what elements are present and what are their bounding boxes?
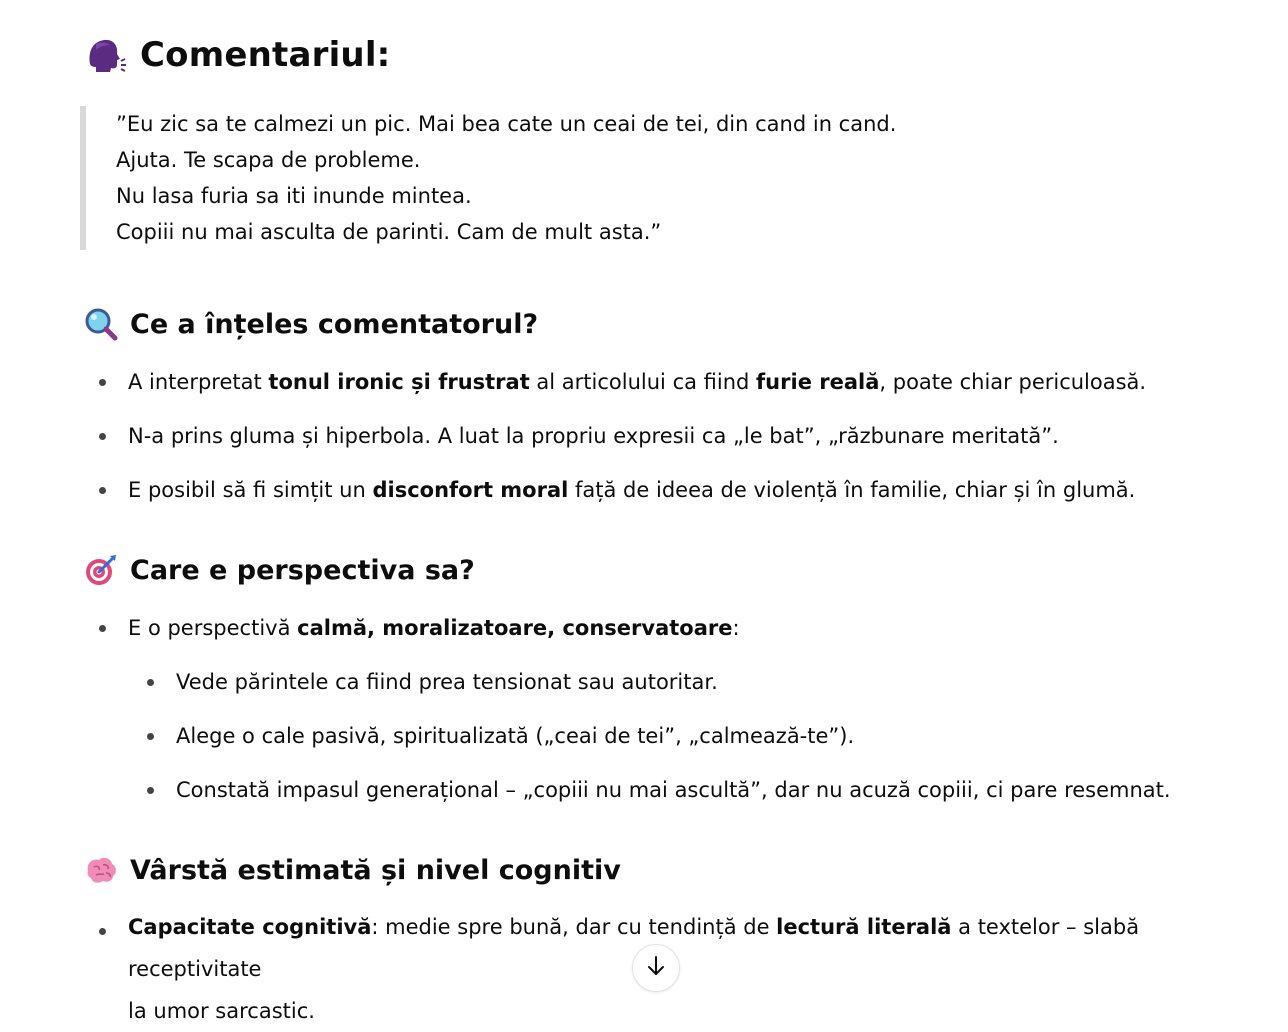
list-item: E posibil să fi simțit un disconfort moral față de ideea de violență în familie, chiar și în glumă. — [84, 463, 1244, 517]
perspective-list — [84, 601, 1244, 817]
scroll-down-button[interactable] — [632, 944, 680, 992]
section-title: Ce a înțeles comentatorul? — [130, 308, 539, 340]
magnifying-glass-icon — [84, 307, 118, 341]
quote-line: Ajuta. Te scapa de probleme. — [116, 148, 421, 172]
comment-heading — [84, 30, 390, 80]
section-understanding-heading — [84, 304, 538, 344]
list-item: Capacitate cognitivă: medie spre bună, dar cu tendință de lectură literală a textelor – slabă receptivitate la umor sarcastic. — [84, 900, 1244, 1032]
list-item: E o perspectivă calmă, moralizatoare, conservatoare: — [84, 601, 1244, 655]
section-title: Vârstă estimată și nivel cognitiv — [130, 854, 621, 886]
nested-list-item: Constată impasul generațional – „copiii nu mai ascultă”, dar nu acuză copiii, ci pare resemnat. — [84, 763, 1244, 817]
understanding-list — [84, 355, 1244, 517]
quote-line: Nu lasa furia sa iti inunde mintea. — [116, 184, 472, 208]
nested-list-item: Alege o cale pasivă, spiritualizată („ceai de tei”, „calmează-te”). — [84, 709, 1244, 763]
speaking-head-icon — [84, 34, 126, 76]
brain-icon — [84, 853, 118, 887]
quote-line: ”Eu zic sa te calmezi un pic. Mai bea cate un ceai de tei, din cand in cand. — [116, 112, 897, 136]
section-title: Care e perspectiva sa? — [130, 554, 475, 586]
list-item: N-a prins gluma și hiperbola. A luat la propriu expresii ca „le bat”, „răzbunare meritată”. — [84, 409, 1244, 463]
section-perspective-heading — [84, 550, 475, 590]
list-item: A interpretat tonul ironic și frustrat al articolului ca fiind furie reală, poate chiar periculoasă. — [84, 355, 1244, 409]
direct-hit-icon — [84, 553, 118, 587]
page-title: Comentariul: — [140, 35, 391, 75]
section-age-heading — [84, 850, 621, 890]
quote-line: Copiii nu mai asculta de parinti. Cam de mult asta.” — [116, 220, 662, 244]
comment-quote — [80, 106, 1216, 250]
arrow-down-icon — [644, 954, 668, 982]
nested-list-item: Vede părintele ca fiind prea tensionat sau autoritar. — [84, 655, 1244, 709]
